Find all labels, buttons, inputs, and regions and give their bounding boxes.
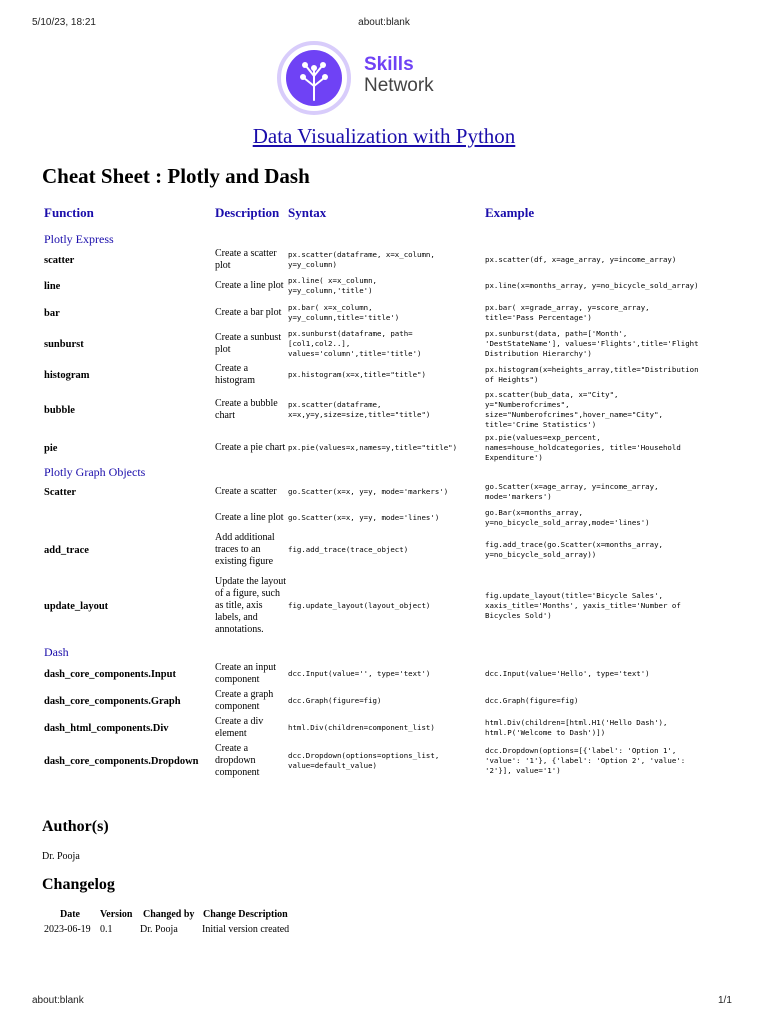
changelog-header-version: Version: [100, 909, 133, 920]
row-example: go.Scatter(x=age_array, y=income_array, mode='markers'): [485, 482, 659, 501]
row-syntax: go.Scatter(x=x, y=y, mode='lines'): [288, 513, 440, 522]
changelog-heading: Changelog: [42, 876, 115, 893]
section-heading-plotly-express: Plotly Express: [44, 232, 114, 246]
row-syntax: px.line( x=x_column, y=y_column,'title'): [288, 276, 377, 295]
row-syntax: px.sunburst(dataframe, path= [col1,col2..], values='column',title='title'): [288, 329, 422, 358]
row-syntax: px.bar( x=x_column, y=y_column,title='title'): [288, 303, 400, 322]
skills-network-logo-icon: [276, 40, 352, 116]
changelog-header-description: Change Description: [203, 909, 288, 920]
table-row: [0, 505, 768, 531]
row-description: Create a pie chart: [215, 442, 286, 453]
print-footer-page: 1/1: [718, 995, 732, 1006]
row-example: dcc.Dropdown(options=[{'label': 'Option 1', 'value': '1'}, {'label': 'Option 2', 'value': '2'}], value='1'): [485, 746, 686, 775]
changelog-date: 2023-06-19: [44, 924, 91, 935]
logo-text-network: Network: [364, 75, 434, 96]
logo-text-skills: Skills: [364, 54, 414, 75]
row-description: Create a scatter plot: [215, 248, 277, 271]
column-header-function: Function: [44, 205, 94, 220]
row-function: dash_core_components.Dropdown: [44, 755, 199, 767]
row-function: Scatter: [44, 486, 77, 498]
row-function: dash_html_components.Div: [44, 722, 169, 734]
table-row: [0, 570, 768, 642]
row-syntax: px.scatter(dataframe, x=x_column, y=y_column): [288, 250, 435, 269]
changelog-header-changed-by: Changed by: [143, 909, 195, 920]
row-example: go.Bar(x=months_array, y=no_bicycle_sold_array,mode='lines'): [485, 508, 650, 527]
row-function: bar: [44, 307, 60, 319]
row-syntax: fig.update_layout(layout_object): [288, 601, 431, 610]
author-name: Dr. Pooja: [42, 851, 80, 862]
row-example: px.bar( x=grade_array, y=score_array, title='Pass Percentage'): [485, 303, 650, 322]
row-description: Add additional traces to an existing figure: [215, 532, 275, 567]
row-description: Update the layout of a figure, such as title, axis labels, and annotations.: [215, 576, 287, 635]
row-syntax: html.Div(children=component_list): [288, 723, 435, 732]
table-row: [0, 328, 768, 360]
changelog-changed-by: Dr. Pooja: [140, 924, 178, 935]
row-function: line: [44, 280, 61, 292]
table-row: [0, 480, 768, 504]
row-function: scatter: [44, 254, 75, 266]
row-function: dash_core_components.Input: [44, 668, 176, 680]
document-title-link[interactable]: Data Visualization with Python: [252, 124, 516, 148]
row-function: update_layout: [44, 600, 109, 612]
print-url: about:blank: [358, 17, 410, 28]
row-example: px.scatter(bub_data, x="City", y="Numberofcrimes", size="Numberofcrimes",hover_name="City", title='Crime Statistics'): [485, 390, 663, 429]
row-example: html.Div(children=[html.H1('Hello Dash'), html.P('Welcome to Dash')]): [485, 718, 668, 737]
row-description: Create a bubble chart: [215, 398, 278, 421]
table-row: [0, 248, 768, 272]
row-example: px.sunburst(data, path=['Month', 'DestStateName'], values='Flights',title='Flight Distribution Hierarchy'): [485, 329, 699, 358]
column-header-example: Example: [485, 205, 535, 220]
section-heading-plotly-graph-objects: Plotly Graph Objects: [44, 465, 146, 479]
table-row: [0, 688, 768, 714]
table-row: [0, 742, 768, 780]
row-example: px.scatter(df, x=age_array, y=income_array): [485, 255, 677, 264]
row-syntax: go.Scatter(x=x, y=y, mode='markers'): [288, 487, 449, 496]
row-example: dcc.Input(value='Hello', type='text'): [485, 669, 650, 678]
row-example: px.line(x=months_array, y=no_bicycle_sold_array): [485, 281, 699, 290]
page-title: Cheat Sheet : Plotly and Dash: [42, 164, 310, 188]
row-syntax: px.scatter(dataframe, x=x,y=y,size=size,title="title"): [288, 400, 431, 419]
row-example: fig.add_trace(go.Scatter(x=months_array, y=no_bicycle_sold_array)): [485, 540, 663, 559]
print-footer-url: about:blank: [32, 995, 84, 1006]
row-function: add_trace: [44, 544, 89, 556]
table-row: [0, 389, 768, 431]
table-row: [0, 432, 768, 464]
table-row: [0, 274, 768, 298]
row-syntax: px.histogram(x=x,title="title"): [288, 370, 426, 379]
row-example: px.histogram(x=heights_array,title="Distribution of Heights"): [485, 365, 699, 384]
changelog-version: 0.1: [100, 924, 113, 935]
table-row: [0, 362, 768, 388]
changelog-description: Initial version created: [202, 924, 290, 935]
row-syntax: px.pie(values=x,names=y,title="title"): [288, 443, 458, 452]
changelog-header-date: Date: [60, 909, 80, 920]
row-description: Create a bar plot: [215, 307, 282, 318]
table-row: [0, 531, 768, 569]
row-function: sunburst: [44, 338, 84, 350]
section-heading-dash: Dash: [44, 645, 69, 659]
table-row: [0, 715, 768, 741]
row-example: fig.update_layout(title='Bicycle Sales', xaxis_title='Months', yaxis_title='Number of Bicycles Sold'): [485, 591, 681, 620]
row-syntax: fig.add_trace(trace_object): [288, 545, 409, 554]
row-syntax: dcc.Graph(figure=fig): [288, 696, 382, 705]
row-example: px.pie(values=exp_percent, names=house_holdcategories, title='Household Expenditure'): [485, 433, 681, 462]
authors-heading: Author(s): [42, 818, 109, 835]
row-description: Create a graph component: [215, 689, 274, 712]
row-example: dcc.Graph(figure=fig): [485, 696, 579, 705]
row-description: Create a line plot: [215, 280, 284, 291]
row-function: bubble: [44, 404, 75, 416]
column-header-description: Description: [215, 205, 280, 220]
row-description: Create a histogram: [215, 363, 255, 386]
row-description: Create a dropdown component: [215, 743, 260, 778]
table-row: [0, 661, 768, 687]
row-description: Create an input component: [215, 662, 277, 685]
table-row: [0, 300, 768, 326]
row-syntax: dcc.Dropdown(options=options_list, value=default_value): [288, 751, 440, 770]
column-header-syntax: Syntax: [288, 205, 327, 220]
row-function: histogram: [44, 369, 90, 381]
row-function: dash_core_components.Graph: [44, 695, 181, 707]
print-datetime: 5/10/23, 18:21: [32, 17, 96, 28]
row-function: pie: [44, 442, 58, 454]
row-description: Create a div element: [215, 716, 264, 739]
row-syntax: dcc.Input(value='', type='text'): [288, 669, 431, 678]
row-description: Create a sunbust plot: [215, 332, 282, 355]
row-description: Create a scatter: [215, 486, 277, 497]
row-description: Create a line plot: [215, 512, 284, 523]
